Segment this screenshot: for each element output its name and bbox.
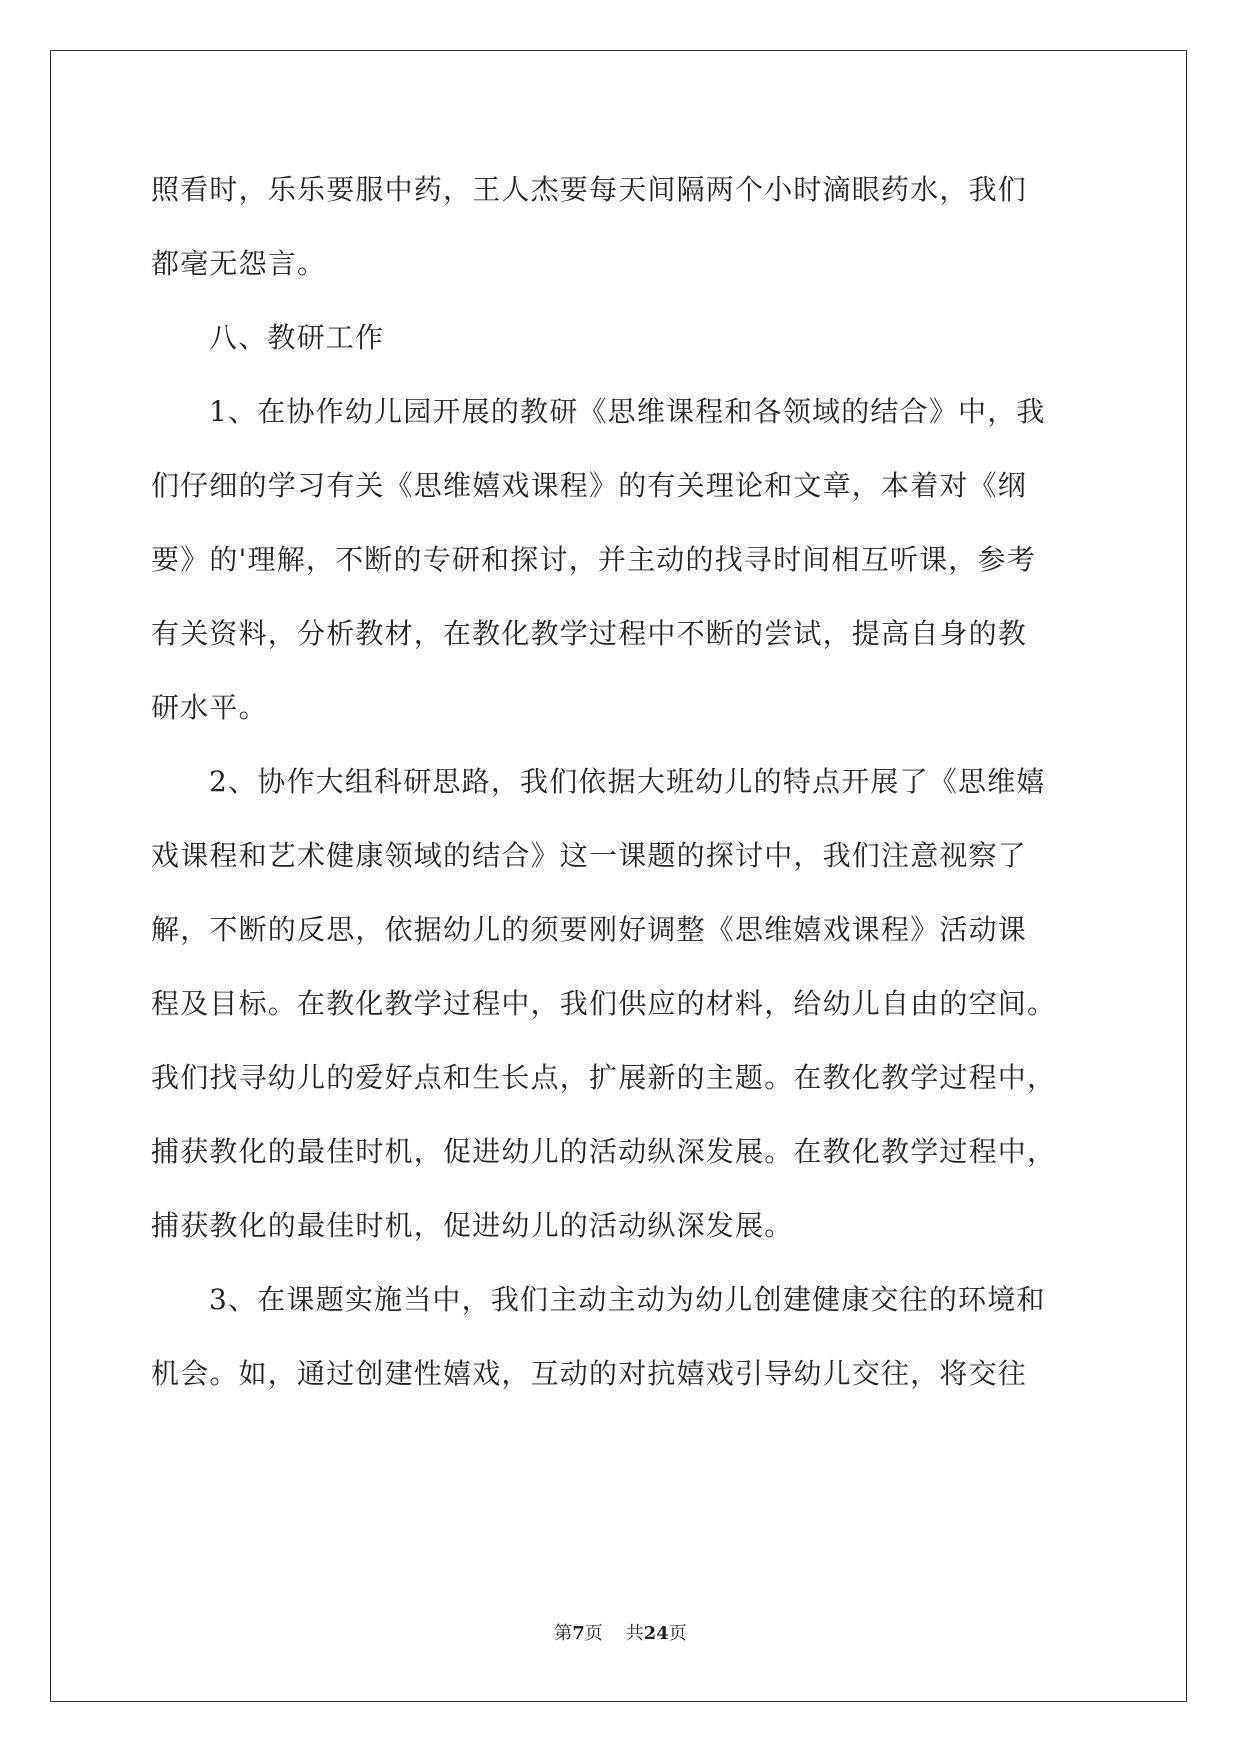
body-text-line: 们仔细的学习有关《思维嬉戏课程》的有关理论和文章，本着对《纲 — [151, 469, 1028, 502]
body-text-line: 程及目标。在教化教学过程中，我们供应的材料，给幼儿自由的空间。 — [151, 987, 1057, 1020]
section-heading: 八、教研工作 — [209, 321, 385, 354]
paragraph-start-line: 1、在协作幼儿园开展的教研《思维课程和各领域的结合》中，我 — [209, 395, 1046, 428]
footer-total-prefix: 共 — [625, 1623, 644, 1644]
body-text-line: 都毫无怨言。 — [151, 247, 327, 280]
body-text-line: 照看时，乐乐要服中药，王人杰要每天间隔两个小时滴眼药水，我们 — [151, 173, 1028, 206]
body-text-line: 我们找寻幼儿的爱好点和生长点，扩展新的主题。在教化教学过程中， — [151, 1061, 1057, 1094]
footer-total-suffix: 页 — [668, 1623, 687, 1644]
paragraph-start-line: 3、在课题实施当中，我们主动主动为幼儿创建健康交往的环境和 — [209, 1283, 1046, 1316]
page-border — [50, 50, 1187, 1702]
footer-page-suffix: 页 — [584, 1623, 603, 1644]
body-text-line: 机会。如，通过创建性嬉戏，互动的对抗嬉戏引导幼儿交往，将交往 — [151, 1357, 1028, 1390]
page-footer — [0, 1622, 1241, 1646]
footer-page-prefix: 第 — [554, 1623, 573, 1644]
body-text-line: 捕获教化的最佳时机，促进幼儿的活动纵深发展。 — [151, 1209, 794, 1242]
body-text-line: 有关资料，分析教材，在教化教学过程中不断的尝试，提高自身的教 — [151, 617, 1028, 650]
body-text-line: 要》的'理解，不断的专研和探讨，并主动的找寻时间相互听课，参考 — [151, 543, 1036, 576]
footer-total-pages: 24 — [643, 1623, 669, 1644]
paragraph-start-line: 2、协作大组科研思路，我们依据大班幼儿的特点开展了《思维嬉 — [209, 765, 1046, 798]
body-text-line: 戏课程和艺术健康领域的结合》这一课题的探讨中，我们注意视察了 — [151, 839, 1028, 872]
body-text-line: 研水平。 — [151, 691, 268, 724]
body-text-line: 捕获教化的最佳时机，促进幼儿的活动纵深发展。在教化教学过程中， — [151, 1135, 1057, 1168]
footer-page-number: 7 — [572, 1623, 585, 1644]
body-text-line: 解，不断的反思，依据幼儿的须要刚好调整《思维嬉戏课程》活动课 — [151, 913, 1028, 946]
